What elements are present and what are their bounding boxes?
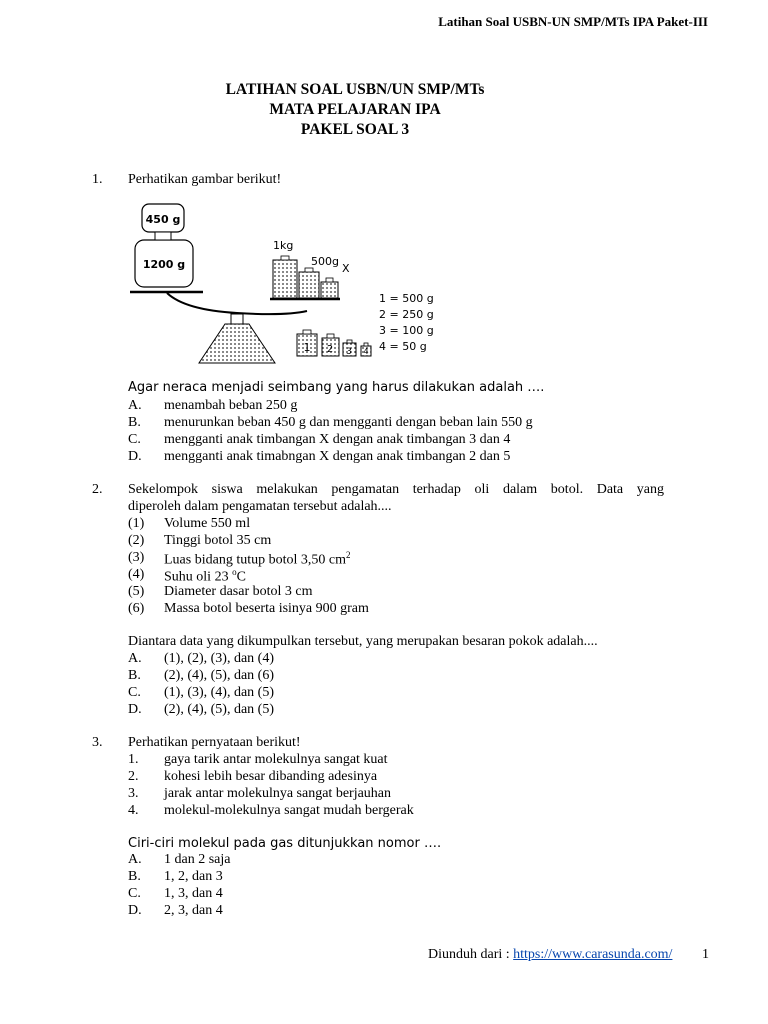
q2-item-2: Tinggi botol 35 cm — [164, 533, 272, 548]
load-450g-label: 450 g — [145, 213, 181, 226]
q2-option-a-label: A. — [128, 651, 142, 666]
q2-item-3-text: Luas bidang tutup botol 3,50 cm — [164, 552, 346, 568]
q1-number: 1. — [92, 172, 103, 187]
q3-item-4-label: 4. — [128, 803, 139, 818]
q2-option-b: (2), (4), (5), dan (6) — [164, 668, 275, 683]
q2-option-d: (2), (4), (5), dan (5) — [164, 702, 275, 717]
q2-item-6-label: (6) — [128, 601, 145, 616]
q3-item-2: kohesi lebih besar dibanding adesinya — [164, 769, 378, 784]
q3-option-a-label: A. — [128, 852, 142, 867]
q3-option-d: 2, 3, dan 4 — [164, 903, 223, 918]
q1-question: Agar neraca menjadi seimbang yang harus dilakukan adalah …. — [128, 380, 545, 395]
q3-option-b: 1, 2, dan 3 — [164, 869, 223, 884]
q2-item-2-label: (2) — [128, 533, 145, 548]
q1-option-d: mengganti anak timabngan X dengan anak timbangan 2 dan 5 — [164, 449, 511, 464]
q2-item-3 — [164, 550, 350, 569]
q3-item-2-label: 2. — [128, 769, 139, 784]
weight-500g — [299, 272, 319, 298]
q3-option-d-label: D. — [128, 903, 142, 918]
q1-option-c-label: C. — [128, 432, 141, 447]
q1-text: Perhatikan gambar berikut! — [128, 172, 282, 187]
legend-2: 2 = 250 g — [379, 308, 434, 321]
q3-option-c-label: C. — [128, 886, 141, 901]
page-number: 1 — [702, 947, 709, 962]
footer-source-link[interactable]: https://www.carasunda.com/ — [513, 947, 673, 962]
load-1200g-label: 1200 g — [142, 258, 186, 271]
q2-item-4-sup: o — [232, 567, 237, 577]
q3-question: Ciri-ciri molekul pada gas ditunjukkan nomor …. — [128, 836, 442, 851]
q1-option-a: menambah beban 250 g — [164, 398, 298, 413]
q2-text-line-2: diperoleh dalam pengamatan tersebut adalah.... — [128, 499, 392, 514]
weight-set-4-label: 4 — [363, 347, 369, 356]
q3-option-b-label: B. — [128, 869, 141, 884]
q3-item-1-label: 1. — [128, 752, 139, 767]
q2-item-3-sup: 2 — [345, 550, 351, 560]
page-footer — [428, 947, 672, 963]
q1-option-c: mengganti anak timbangan X dengan anak timbangan 3 dan 4 — [164, 432, 511, 447]
q3-option-c: 1, 3, dan 4 — [164, 886, 223, 901]
q3-item-3-label: 3. — [128, 786, 139, 801]
q2-item-6: Massa botol beserta isinya 900 gram — [164, 601, 369, 616]
weight-set-1-label: 1 — [303, 341, 311, 354]
q2-question: Diantara data yang dikumpulkan tersebut, yang merupakan besaran pokok adalah.... — [128, 634, 598, 649]
q2-item-3-label: (3) — [128, 550, 145, 565]
q2-item-1: Volume 550 ml — [164, 516, 251, 531]
q1-option-d-label: D. — [128, 449, 142, 464]
doc-title-line-2: MATA PELAJARAN IPA — [269, 101, 441, 118]
q2-text-line-1: Sekelompok siswa melakukan pengamatan terhadap oli dalam botol. Data yang — [128, 482, 664, 497]
doc-title-line-3: PAKEL SOAL 3 — [300, 121, 410, 138]
q3-item-3: jarak antar molekulnya sangat berjauhan — [164, 786, 392, 801]
q2-item-4 — [164, 567, 246, 586]
q1-option-a-label: A. — [128, 398, 142, 413]
q2-option-a: (1), (2), (3), dan (4) — [164, 651, 275, 666]
q2-option-c: (1), (3), (4), dan (5) — [164, 685, 275, 700]
legend-4: 4 = 50 g — [379, 340, 427, 353]
q2-option-c-label: C. — [128, 685, 141, 700]
q2-item-5: Diameter dasar botol 3 cm — [164, 584, 313, 599]
q2-number: 2. — [92, 482, 103, 497]
scale-base — [199, 324, 275, 363]
doc-title-line-1: LATIHAN SOAL USBN/UN SMP/MTs — [225, 81, 485, 98]
balance-scale-figure — [125, 198, 445, 368]
legend-1: 1 = 500 g — [379, 292, 434, 305]
q2-option-b-label: B. — [128, 668, 141, 683]
q3-item-1: gaya tarik antar molekulnya sangat kuat — [164, 752, 388, 767]
q2-item-1-label: (1) — [128, 516, 145, 531]
label-x: X — [342, 262, 350, 275]
weight-x — [321, 282, 338, 298]
q3-option-a: 1 dan 2 saja — [164, 852, 231, 867]
q2-item-4-text: Suhu oli 23 — [164, 569, 233, 585]
footer-prefix: Diunduh dari : — [428, 947, 514, 962]
q2-item-5-label: (5) — [128, 584, 145, 599]
q2-option-d-label: D. — [128, 702, 142, 717]
page-header: Latihan Soal USBN-UN SMP/MTs IPA Paket-III — [438, 14, 708, 29]
label-1kg: 1kg — [273, 239, 294, 252]
q1-option-b: menurunkan beban 450 g dan mengganti dengan beban lain 550 g — [164, 415, 533, 430]
q1-option-b-label: B. — [128, 415, 141, 430]
legend-3: 3 = 100 g — [379, 324, 434, 337]
q3-text: Perhatikan pernyataan berikut! — [128, 735, 301, 750]
q3-number: 3. — [92, 735, 103, 750]
weight-set-3-label: 3 — [346, 347, 352, 357]
q3-item-4: molekul-molekulnya sangat mudah bergerak — [164, 803, 414, 818]
label-500g: 500g — [311, 255, 339, 268]
q2-item-4-label: (4) — [128, 567, 145, 582]
q2-item-4-unit: C — [236, 569, 246, 585]
weight-set-2-label: 2 — [326, 344, 334, 355]
weight-1kg — [273, 260, 297, 298]
